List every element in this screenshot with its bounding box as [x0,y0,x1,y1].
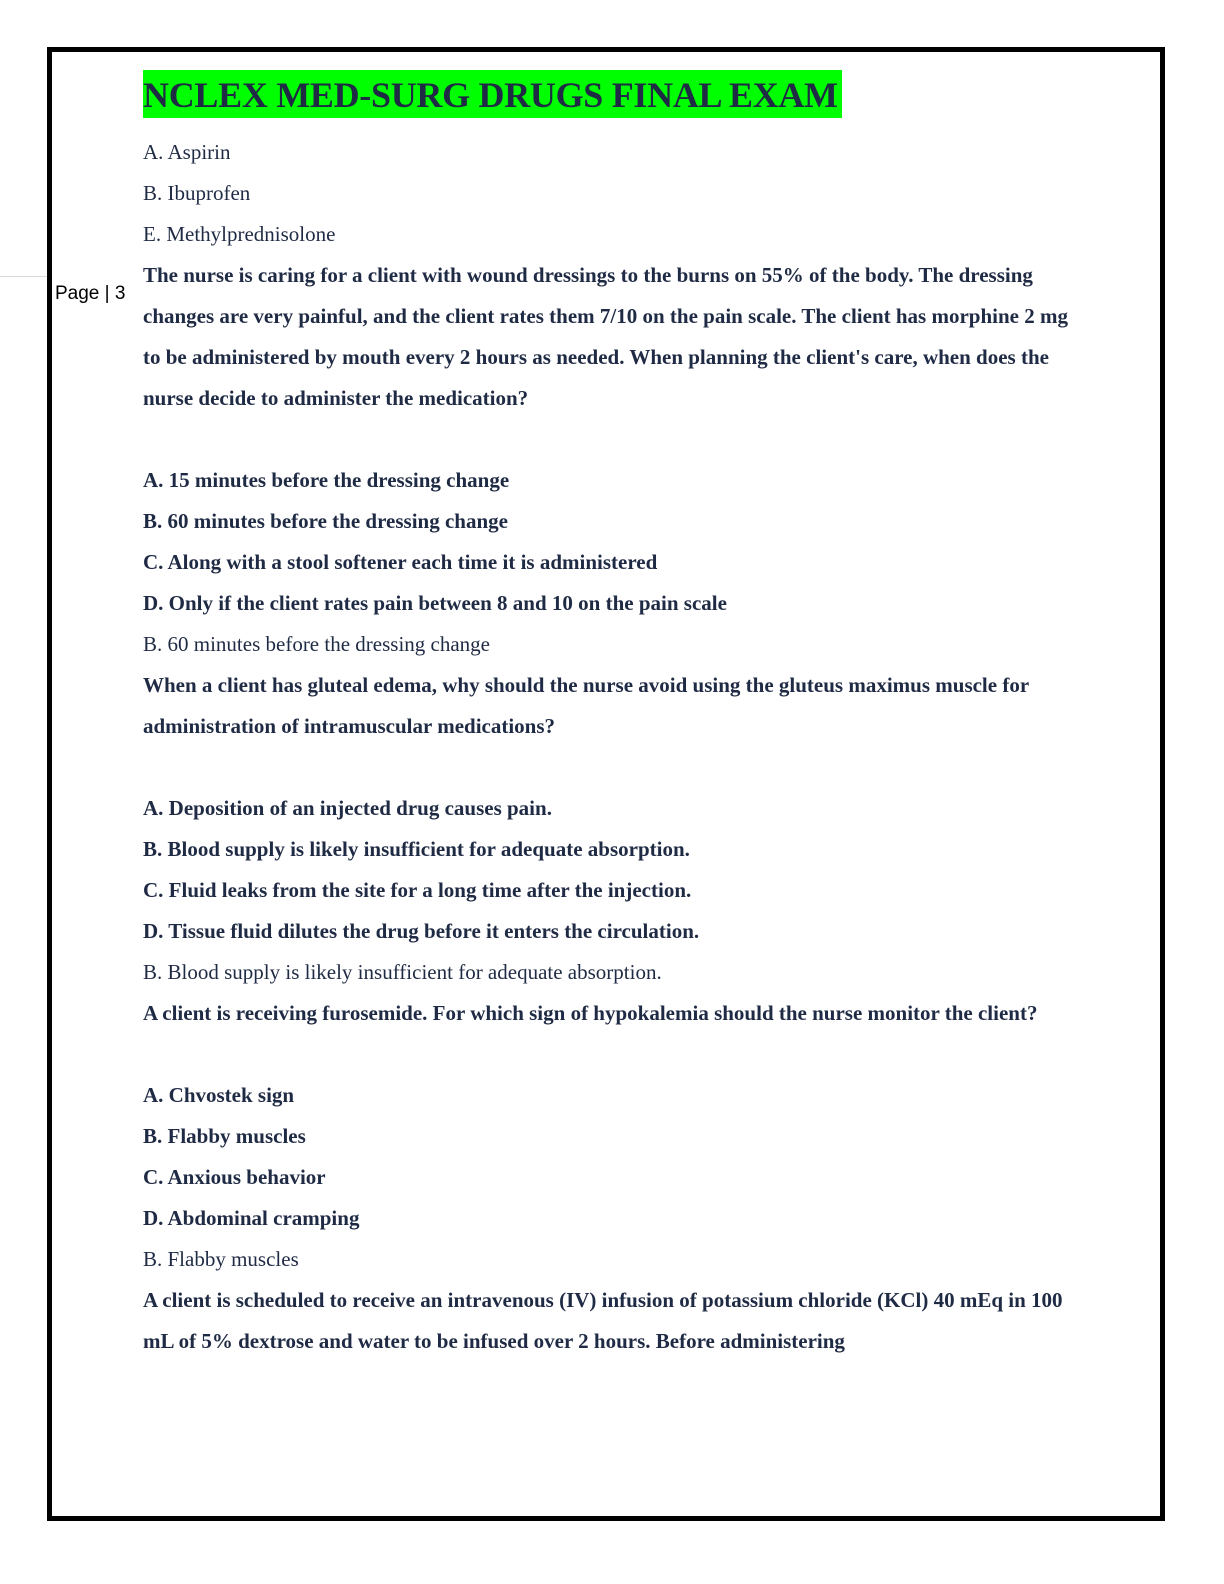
blank-line [143,747,1073,788]
correct-answer: B. 60 minutes before the dressing change [143,632,490,656]
question-option: B. Blood supply is likely insufficient for adequate absorption. [143,837,690,861]
correct-answer: B. Blood supply is likely insufficient for adequate absorption. [143,960,662,984]
question-stem: When a client has gluteal edema, why should the nurse avoid using the gluteus maximus muscle for administration of intramuscular medications? [143,673,1029,738]
question-option: A. Deposition of an injected drug causes pain. [143,796,552,820]
margin-rule [0,276,47,277]
question-stem: A client is scheduled to receive an intravenous (IV) infusion of potassium chloride (KCl) 40 mEq in 100 mL of 5% dextrose and water to be infused over 2 hours. Before administering [143,1288,1063,1353]
document-title: NCLEX MED-SURG DRUGS FINAL EXAM [143,70,842,118]
question-option: B. 60 minutes before the dressing change [143,509,508,533]
question-stem: A client is receiving furosemide. For which sign of hypokalemia should the nurse monitor the client? [143,1001,1038,1025]
blank-line [143,419,1073,460]
blank-line [143,1034,1073,1075]
answer-option: B. Ibuprofen [143,181,251,205]
question-option: D. Tissue fluid dilutes the drug before it enters the circulation. [143,919,700,943]
answer-option: A. Aspirin [143,140,231,164]
answer-option: E. Methylprednisolone [143,222,336,246]
question-option: A. Chvostek sign [143,1083,295,1107]
question-option: D. Only if the client rates pain between 8 and 10 on the pain scale [143,591,727,615]
question-option: C. Anxious behavior [143,1165,326,1189]
question-option: A. 15 minutes before the dressing change [143,468,510,492]
question-option: B. Flabby muscles [143,1124,306,1148]
page-number: Page | 3 [55,283,126,304]
document-body [143,70,1073,1362]
correct-answer: B. Flabby muscles [143,1247,299,1271]
question-option: C. Along with a stool softener each time it is administered [143,550,658,574]
question-option: C. Fluid leaks from the site for a long time after the injection. [143,878,692,902]
question-option: D. Abdominal cramping [143,1206,360,1230]
question-stem: The nurse is caring for a client with wound dressings to the burns on 55% of the body. The dressing changes are very painful, and the client rates them 7/10 on the pain scale. The client has morphine 2 mg to be administered by mouth every 2 hours as needed. When planning the client's care, when does the nurse decide to administer the medication? [143,263,1068,410]
